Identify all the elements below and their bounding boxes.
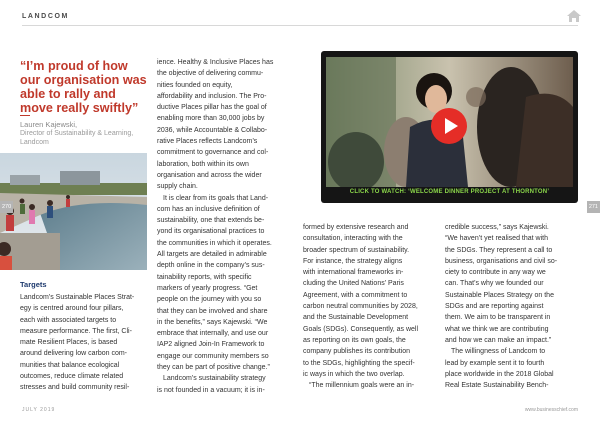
text-line: cluding the United Nations’ Paris — [303, 280, 404, 288]
body-column-2 — [157, 57, 287, 396]
quote-author: Lauren Kajewski, — [20, 120, 78, 129]
text-line: as reporting on its own goals, the — [303, 336, 406, 344]
text-line: All targets are detailed in admirable — [157, 251, 267, 259]
text-line: The willingness of Landcom to — [451, 348, 546, 356]
video-thumbnail[interactable] — [326, 57, 573, 187]
text-line: lead by example sent it to fourth — [445, 359, 545, 367]
body-column-1 — [20, 292, 150, 394]
text-line: affordability and inclusion. The Pro- — [157, 92, 267, 100]
text-line: Landcom’s Sustainable Places Strat- — [20, 294, 135, 301]
text-line: business, organisations and civil so- — [445, 257, 558, 265]
text-line: Landcom’s sustainability strategy — [163, 375, 266, 383]
text-line: IAP2 aligned Join-In Framework to — [157, 341, 265, 349]
quote-author-role: Director of Sustainability & Learning, Landcom — [20, 130, 134, 146]
body-column-4 — [445, 222, 578, 391]
text-line: laboration, both within its own — [157, 160, 249, 168]
text-line: place worldwide in the 2018 Global — [445, 370, 554, 378]
text-line: embrace that internally, and use our — [157, 330, 269, 338]
text-line: “The millennium goals were an in- — [309, 382, 415, 390]
text-line: and how we can make an impact.” — [445, 336, 552, 344]
text-line: credible success,” says Kajewski. — [445, 224, 549, 231]
text-line: the communities in which it operates. — [157, 239, 272, 247]
pull-quote: “I’m proud of how our organisation was able to rally and move really swiftly” — [20, 59, 147, 115]
text-line: broader spectrum of sustainability. — [303, 246, 410, 254]
text-line: It is clear from its goals that Land- — [163, 194, 269, 202]
text-line: munities that balance ecological — [20, 361, 120, 369]
text-line: yond its organisational practices to — [157, 228, 265, 236]
page-number-right: 271 — [587, 201, 600, 213]
quote-rule — [20, 115, 30, 116]
waterfront-photo — [0, 153, 147, 270]
text-line: egy is centred around four pillars, — [20, 305, 124, 313]
text-line: carbon neutral communities by 2028, — [303, 303, 418, 311]
video-player[interactable] — [321, 51, 578, 203]
text-line: organisation and across the wider — [157, 171, 262, 179]
text-line: engage our community members so — [157, 352, 269, 360]
header-rule — [22, 25, 578, 26]
text-line: ience. Healthy & Inclusive Places has — [157, 59, 274, 66]
text-line: can. That’s why we founded our — [445, 280, 544, 288]
brand-name: LANDCOM — [22, 13, 69, 20]
text-line: com has an inclusive definition of — [157, 205, 260, 213]
body-column-3 — [303, 222, 435, 391]
text-line: ic ways in which the two overlap. — [303, 370, 405, 378]
text-line: tainability reports, with specific — [157, 273, 252, 281]
text-line: ciety to contribute in any way we — [445, 269, 546, 277]
text-line: company publishes its contribution — [303, 348, 411, 356]
text-line: Real Estate Sustainability Bench- — [445, 382, 549, 390]
text-line: what we think we are contributing — [445, 325, 549, 333]
text-line: commitment to governance and col- — [157, 149, 269, 157]
text-line: ductive Places pillar has the goal of — [157, 104, 267, 112]
text-line: formed by extensive research and — [303, 224, 409, 231]
text-line: to the SDGs, highlighting the specif- — [303, 359, 415, 367]
text-line: “We haven’t yet realised that with — [445, 235, 548, 243]
section-heading: Targets — [20, 280, 47, 289]
text-line: measure performance. The first, Cli- — [20, 327, 132, 335]
text-line: Agreement, with a commitment to — [303, 291, 408, 299]
play-icon[interactable] — [430, 107, 468, 145]
text-line: outcomes, reduce climate related — [20, 373, 124, 381]
text-line: supply chain. — [157, 183, 198, 191]
text-line: 2036, while Accountable & Collabo- — [157, 126, 268, 134]
video-caption[interactable]: CLICK TO WATCH: ‘WELCOME DINNER PROJECT AT THORNTON’ — [349, 189, 550, 195]
text-line: with international frameworks in- — [303, 269, 404, 277]
text-line: rative Places reflects Landcom’s — [157, 138, 258, 146]
text-line: each with associated targets to — [20, 316, 117, 324]
text-line: Sustainable Places Strategy on the — [445, 291, 554, 299]
text-line: and the Sustainable Development — [303, 314, 409, 322]
text-line: enabling more than 30,000 jobs by — [157, 115, 265, 123]
website-link[interactable]: www.businesschief.com — [524, 407, 578, 413]
text-line: depth online in the company’s sus- — [157, 262, 265, 270]
text-line: mate Resilient Places, is based — [20, 339, 118, 347]
text-line: the SDGs. They represent a call to — [445, 246, 553, 254]
text-line: around delivering low carbon com- — [20, 350, 127, 358]
home-icon[interactable] — [566, 9, 582, 23]
text-line: sustainability, one that extends be- — [157, 217, 265, 225]
text-line: is not founded in a vacuum; it is in- — [157, 386, 265, 394]
text-line: markers of yearly progress. “Get — [157, 284, 258, 292]
text-line: in the benefits,” says Kajewski. “We — [157, 318, 268, 326]
text-line: Goals (SDGs). Consequently, as well — [303, 325, 419, 333]
text-line: nities founded on equity, — [157, 81, 233, 89]
text-line: consultation, interacting with the — [303, 235, 403, 243]
issue-date: JULY 2019 — [22, 407, 56, 413]
text-line: them. We aim to be transparent in — [445, 314, 551, 322]
text-line: the objective of delivering commu- — [157, 70, 264, 78]
page-number-left: 270 — [0, 201, 13, 213]
text-line: stresses and build community resil- — [20, 384, 130, 392]
text-line: they can be part of positive change.” — [157, 364, 270, 372]
text-line: For instance, the strategy aligns — [303, 257, 403, 265]
text-line: SDGs and are reporting against — [445, 303, 544, 311]
text-line: that they can be involved and share — [157, 307, 268, 315]
top-bar — [0, 0, 600, 28]
text-line: people on the journey with you so — [157, 296, 262, 304]
